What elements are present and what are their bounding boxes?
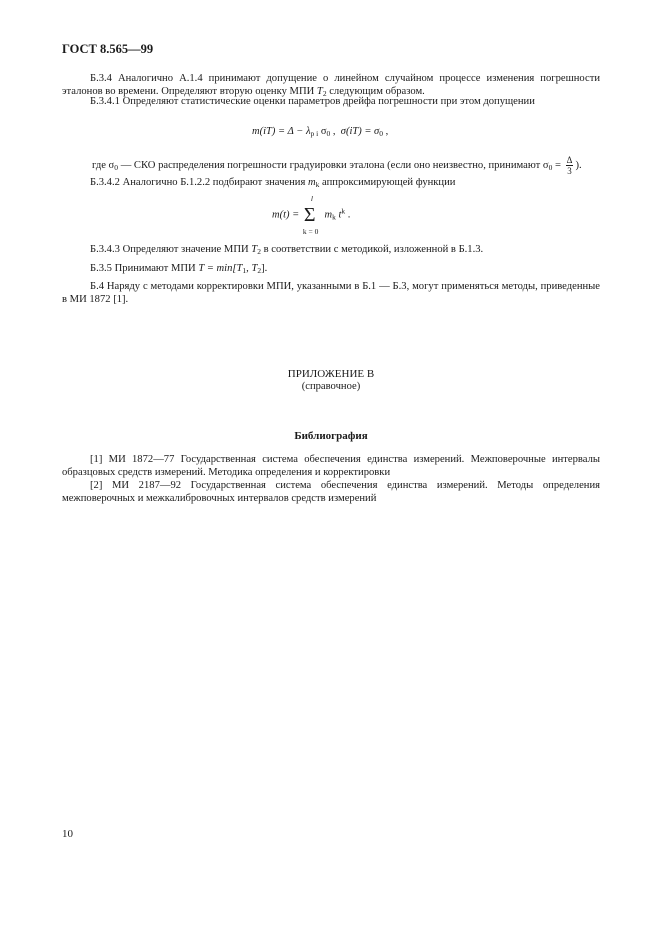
formula-subscript: 1 [242, 266, 247, 275]
paragraph-tail: в соответствии с методикой, изложенной в Б.1.3. [263, 244, 484, 255]
document-header: ГОСТ 8.565—99 [62, 42, 154, 56]
summation-sign: Σ [303, 204, 316, 226]
paragraph-tail: аппроксимирующей функции [322, 177, 456, 188]
paragraph-text: Б.3.4.2 Аналогично Б.1.2.2 подбирают значения [90, 177, 306, 188]
where-line [92, 155, 607, 176]
formula-mid: , T [246, 263, 258, 274]
symbol-t: T [251, 244, 258, 255]
symbol-t: T [316, 86, 323, 97]
formula-subscript: 0 [379, 129, 383, 138]
paragraph-b-4: Б.4 Наряду с методами корректировки МПИ, указанными в Б.1 — Б.3, могут применяться методы, приведенные в МИ 1872 [1]. [62, 281, 600, 305]
symbol-subscript: 2 [257, 247, 261, 256]
paragraph-b-3-4-3 [62, 243, 600, 256]
formula-lhs: m(t) = [272, 209, 300, 221]
bibliography-entry: [2] МИ 2187—92 Государственная система обеспечения единства измерений. Методы определения межповерочных и межкалибровочных интервалов средств измерений [62, 480, 600, 504]
formula-superscript: k [341, 206, 346, 216]
formula-sigma: σ [320, 126, 327, 137]
where-text: — СКО распределения погрешности градуировки эталона (если оно неизвестно, принимают σ [120, 159, 549, 171]
formula-subscript: p i [310, 129, 319, 138]
paragraph-b-3-5 [62, 262, 600, 275]
where-equals: = [555, 159, 561, 171]
formula-end: , [385, 126, 389, 137]
summation-upper-limit: l [310, 194, 313, 203]
where-subscript: 0 [114, 162, 119, 172]
paragraph-b-3-4-1: Б.3.4.1 Определяют статистические оценки параметров дрейфа погрешности при этом допущении [90, 96, 535, 107]
page-number: 10 [62, 828, 73, 840]
summation [302, 194, 322, 236]
paragraph-text: Б.3.4 Аналогично А.1.4 принимают допущение о линейном случайном процессе изменения погрешности эталонов во времени. Определяют вторую оценку МПИ [62, 73, 600, 97]
where-end: ). [575, 159, 582, 171]
fraction [566, 155, 574, 176]
paragraph-text: Б.3.4.3 Определяют значение МПИ [90, 244, 249, 255]
symbol-subscript: k [315, 180, 320, 189]
paragraph-tail: следующим образом. [329, 86, 425, 97]
bibliography-heading: Библиография [294, 430, 368, 442]
formula-subscript: 2 [257, 266, 262, 275]
formula-subscript: 0 [326, 129, 331, 138]
formula-min-expression: T = min[T [198, 263, 243, 274]
formula-sigma-expression: σ(iT) = σ [340, 126, 380, 137]
formula-term: m [324, 209, 333, 221]
formula-m-expression: m(iT) = Δ − λ [252, 126, 311, 137]
symbol-subscript: 2 [322, 89, 327, 98]
formula-end: . [347, 209, 351, 221]
symbol-m: m [307, 177, 316, 188]
paragraph-text: Б.3.5 Принимают МПИ [90, 263, 196, 274]
appendix-title: ПРИЛОЖЕНИЕ В [287, 368, 375, 380]
formula-variable: t [338, 209, 342, 221]
formula-drift-estimates [252, 126, 388, 137]
where-prefix: где σ [92, 159, 115, 171]
fraction-denominator: 3 [567, 166, 572, 176]
formula-approximation [272, 194, 351, 236]
where-subscript: 0 [548, 162, 553, 172]
appendix-subtitle: (справочное) [301, 381, 361, 392]
formula-end: ]. [261, 263, 268, 274]
fraction-numerator: Δ [566, 155, 573, 165]
formula-separator: , [332, 126, 336, 137]
paragraph-b-3-4-2 [62, 176, 600, 189]
summation-lower-limit: k = 0 [302, 227, 319, 236]
formula-subscript: k [332, 212, 336, 222]
bibliography-entry: [1] МИ 1872—77 Государственная система обеспечения единства измерений. Межповерочные интервалы образцовых средств измерений. Методика определения и корректировки [62, 454, 600, 478]
